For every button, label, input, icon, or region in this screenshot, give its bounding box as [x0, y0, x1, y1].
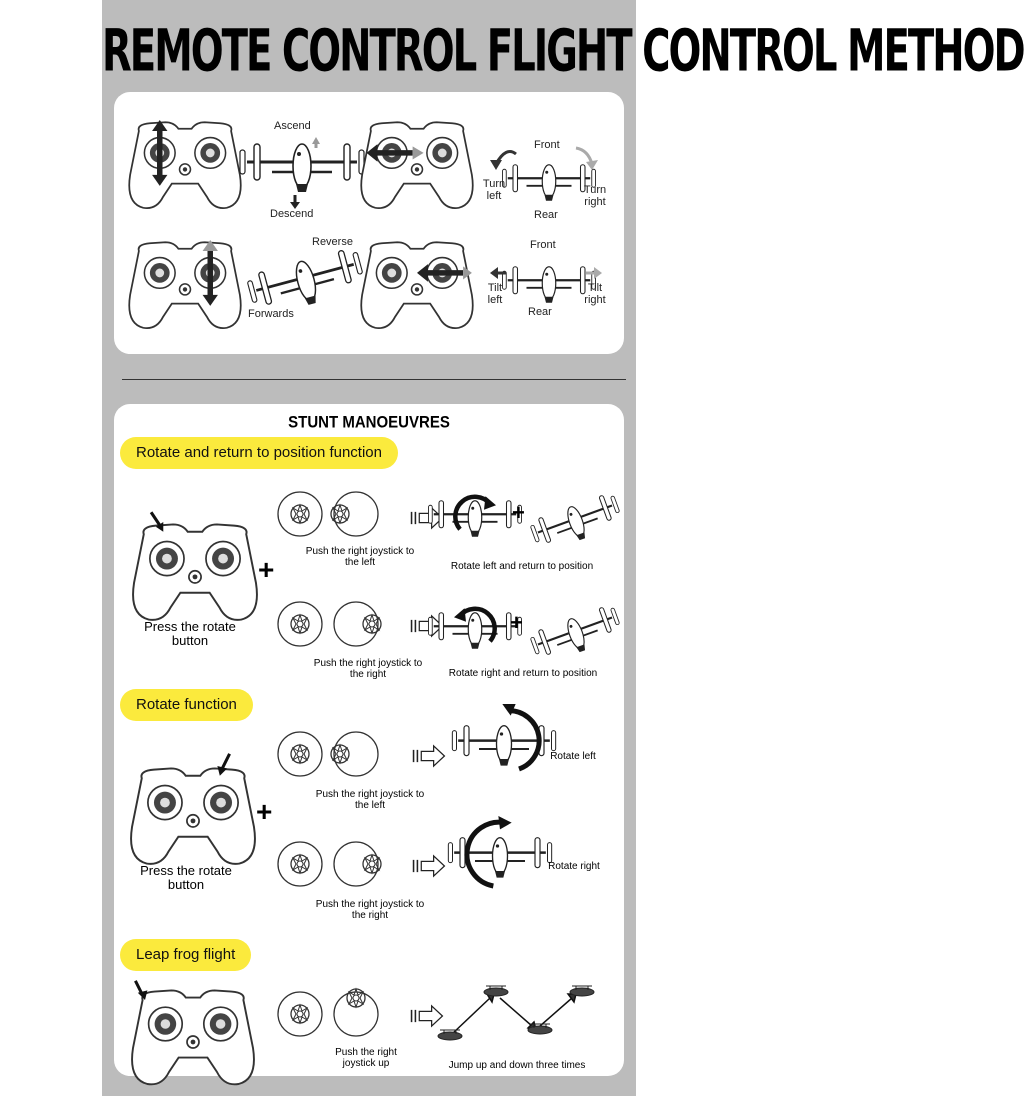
plus-icon-3: +: [510, 610, 523, 635]
result-left-1: Rotate left and return to position: [450, 561, 594, 572]
drone-tilt: [504, 254, 594, 314]
label-tilt-left: Tilt left: [487, 282, 503, 306]
caption-joystick-up: Push the right joystick up: [335, 1047, 397, 1069]
drone-rotate-left: [454, 704, 554, 794]
hollow-arrow-icon-4: [412, 852, 446, 880]
result-right-1: Rotate right and return to position: [448, 668, 598, 679]
drone-rotate-right: [450, 816, 550, 906]
joysticks-left-2: [276, 730, 396, 782]
label-turn-left: Turn left: [482, 178, 506, 202]
tilt-arrows-icon: [486, 266, 606, 280]
result-right-2: Rotate right: [548, 861, 600, 872]
plus-icon-1: +: [258, 554, 275, 585]
result-left-2: Rotate left: [550, 751, 596, 762]
joysticks-right-2: [276, 840, 396, 892]
page-title: REMOTE CONTROL FLIGHT CONTROL METHOD: [102, 18, 1024, 86]
press-rotate-caption-2: Press the rotate button: [140, 863, 232, 892]
plus-icon-4: +: [256, 796, 273, 827]
label-front-bottom: Front: [530, 239, 556, 251]
controller-left-stick-up-down: [130, 120, 240, 210]
drone-return-position-1: [532, 492, 618, 546]
caption-joystick-right-2: Push the right joystick to the right: [315, 899, 425, 921]
label-ascend: Ascend: [274, 120, 311, 132]
result-leap: Jump up and down three times: [448, 1060, 586, 1071]
label-rear-bottom: Rear: [528, 306, 552, 318]
joysticks-right-1: [276, 600, 396, 652]
joysticks-up: [276, 990, 396, 1042]
caption-joystick-left-1: Push the right joystick to the left: [305, 546, 415, 568]
controller-left-stick-left-right: [362, 120, 472, 210]
label-front-top: Front: [534, 139, 560, 151]
turn-arrows-icon: [486, 142, 606, 172]
label-tilt-right: Tilt right: [584, 282, 606, 306]
drone-rotate-right-return: [430, 600, 520, 660]
label-descend: Descend: [270, 208, 314, 220]
leap-frog-path: [432, 976, 622, 1052]
manual-sheet: [102, 0, 1024, 1096]
label-turn-right: Turn right: [583, 184, 607, 208]
drone-return-position-2: [532, 604, 618, 658]
leap-heading: Leap frog flight: [120, 939, 251, 971]
controller-rotate-button-2: [128, 766, 258, 866]
drone-ascend-descend: [242, 132, 362, 202]
flight-controls-panel: [114, 92, 624, 354]
plus-icon-2: +: [512, 500, 525, 525]
controller-rotate-button-1: [130, 522, 260, 622]
descend-arrow-icon: [290, 195, 300, 209]
label-reverse: Reverse: [312, 236, 353, 248]
section-divider: [122, 379, 626, 380]
press-rotate-caption-1: Press the rotate button: [144, 619, 236, 648]
joysticks-left-1: [276, 490, 396, 542]
caption-joystick-right-1: Push the right joystick to the right: [313, 658, 423, 680]
stunt-title: STUNT MANOEUVRES: [288, 413, 450, 432]
drone-forward-reverse: [250, 252, 360, 312]
drone-rotate-left-return: [430, 488, 520, 548]
label-rear-top: Rear: [534, 209, 558, 221]
controller-right-stick-left-right: [362, 240, 472, 330]
controller-leap-button: [130, 988, 256, 1072]
hollow-arrow-icon-3: [412, 742, 446, 770]
rotate-heading: Rotate function: [120, 689, 253, 721]
controller-right-stick-up-down: [130, 240, 240, 330]
caption-joystick-left-2: Push the right joystick to the left: [315, 789, 425, 811]
label-forwards: Forwards: [248, 308, 294, 320]
rotate-return-heading: Rotate and return to position function: [120, 437, 398, 469]
stunt-manoeuvres-panel: [114, 404, 624, 1076]
